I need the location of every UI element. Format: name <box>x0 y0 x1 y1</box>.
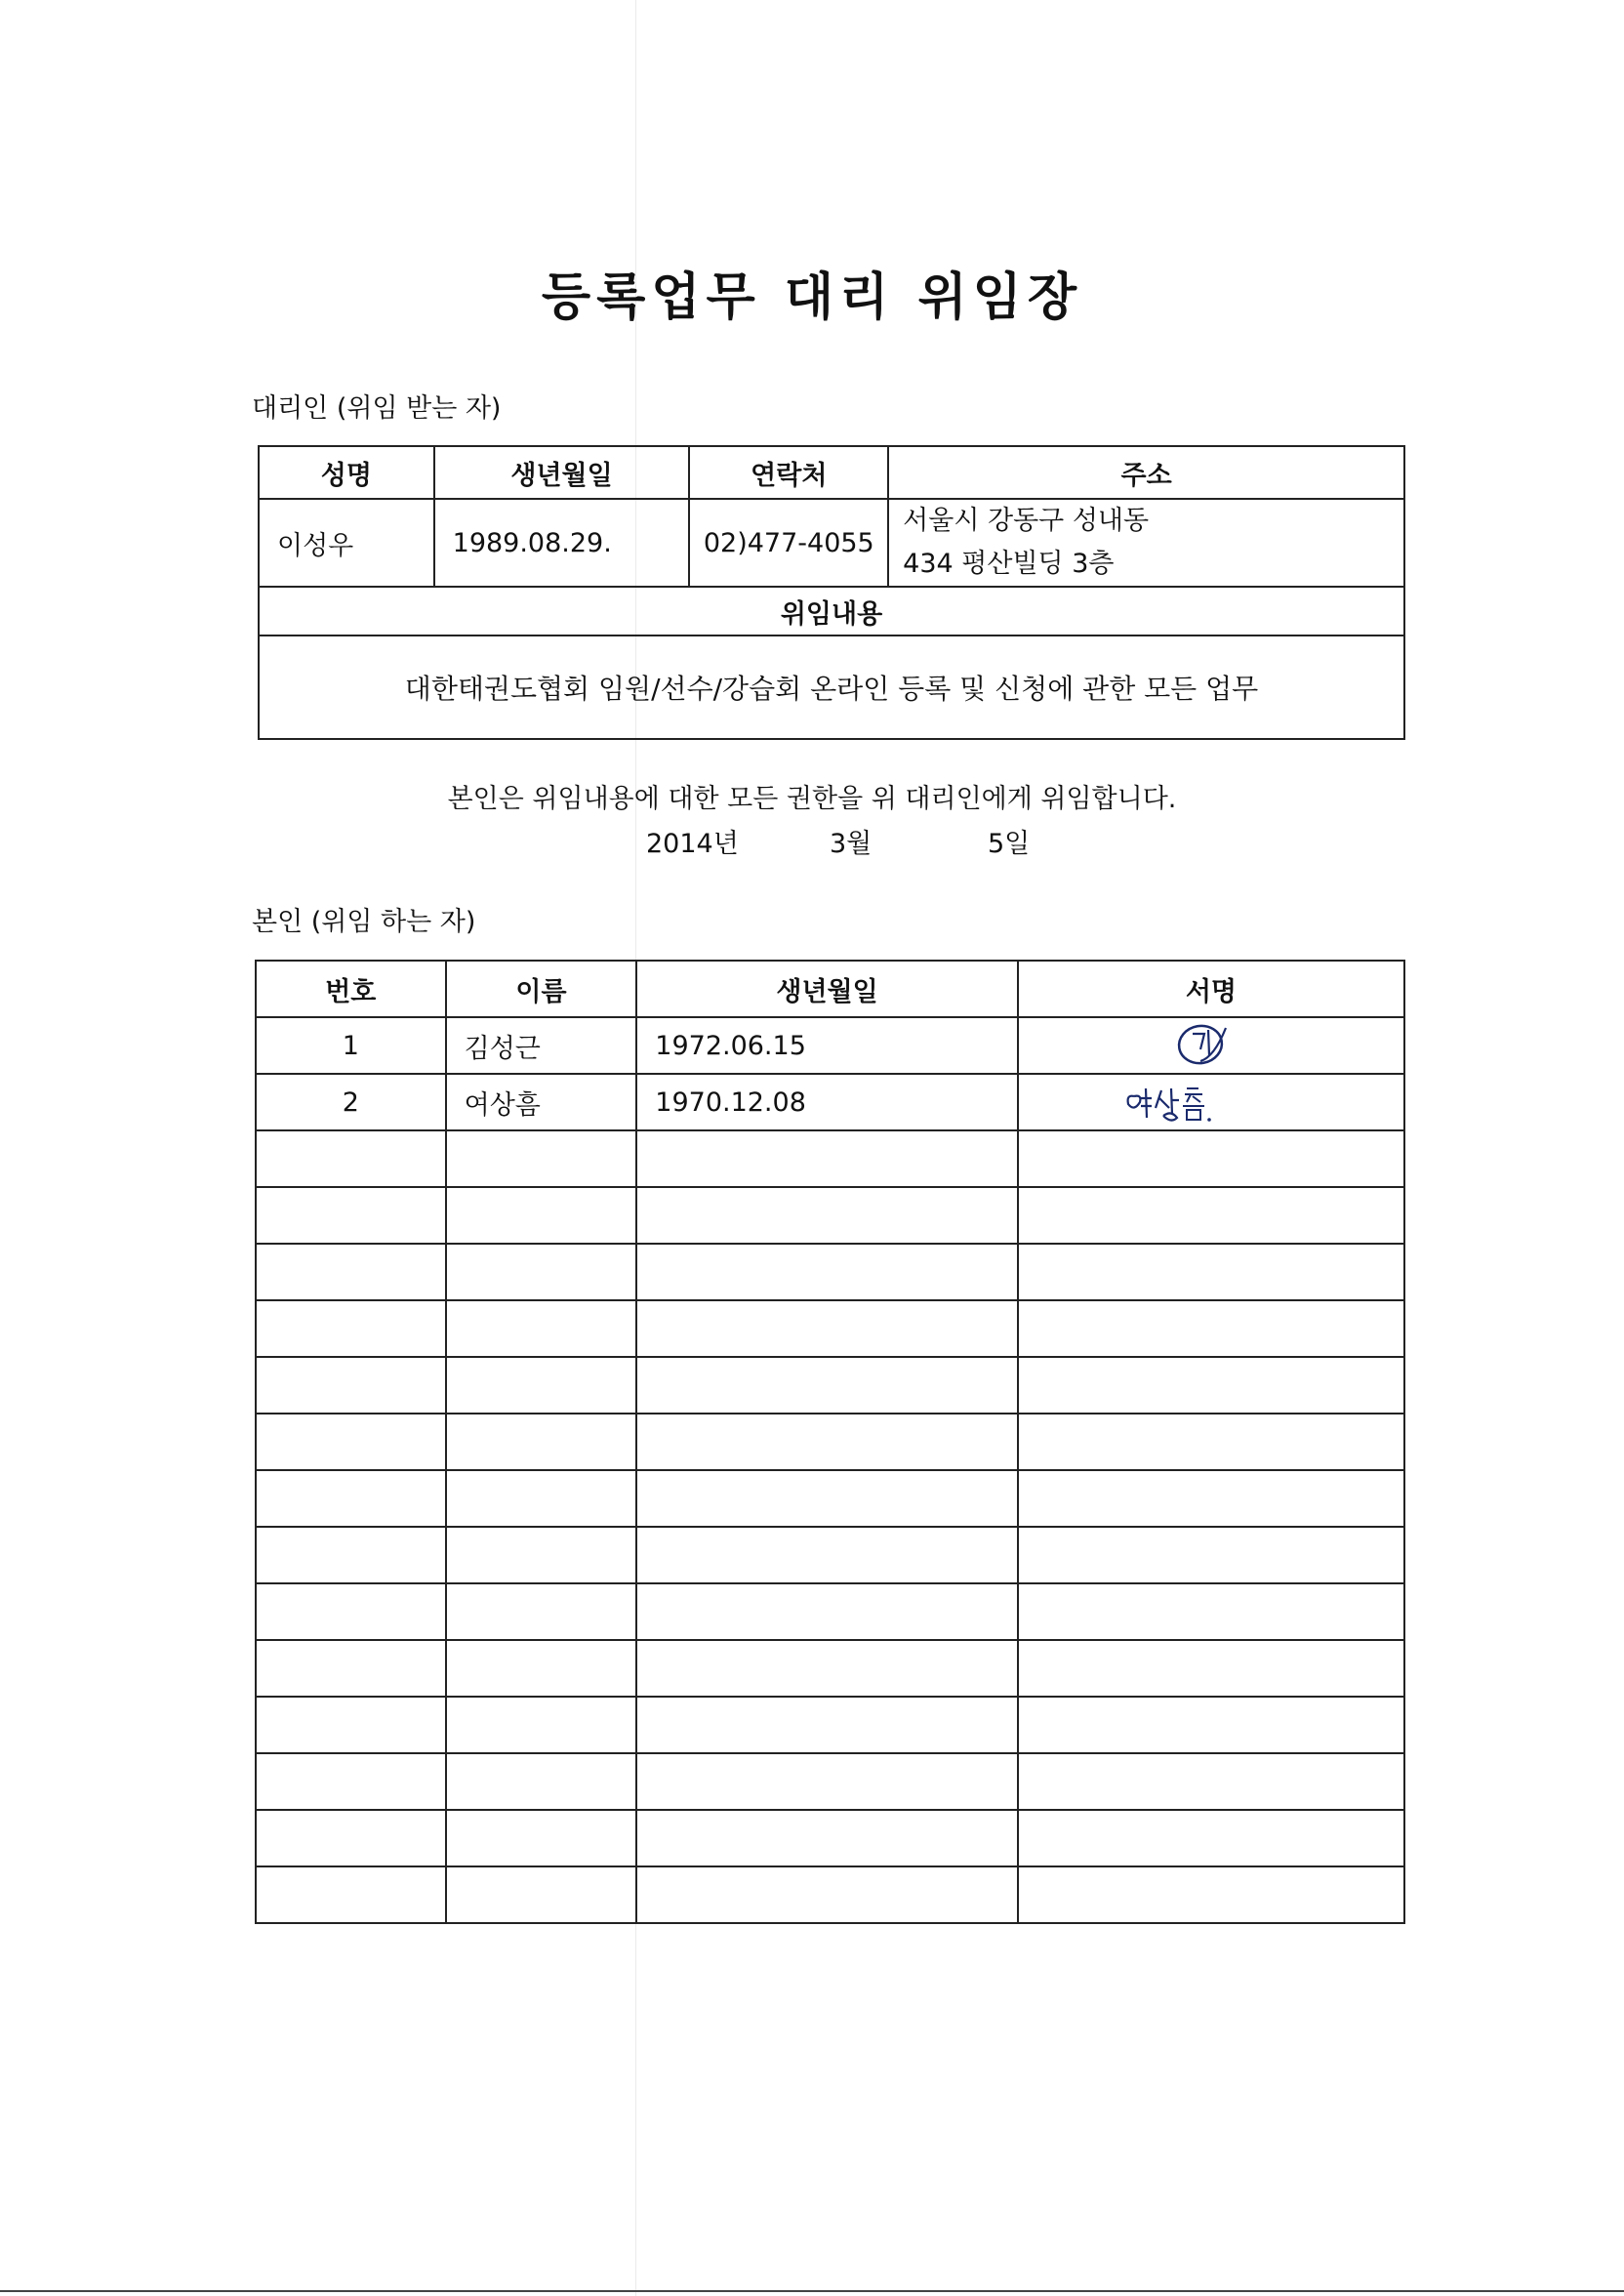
header-signer-birth: 생년월일 <box>636 961 1018 1017</box>
agent-table <box>258 445 1405 740</box>
header-signature: 서명 <box>1018 961 1404 1017</box>
agent-address-line2: 434 평산빌딩 3층 <box>903 549 1115 579</box>
agent-birth: 1989.08.29. <box>434 499 690 587</box>
agent-contact: 02)477-4055 <box>689 499 888 587</box>
date-year: 2014년 <box>646 829 739 859</box>
header-contact: 연락처 <box>689 446 888 499</box>
signature-cell <box>1018 1017 1404 1074</box>
header-signer-name: 이름 <box>446 961 637 1017</box>
header-no: 번호 <box>256 961 446 1017</box>
signer-table <box>255 960 1405 1924</box>
date-day: 5일 <box>988 829 1031 859</box>
table-row <box>256 1074 1404 1130</box>
bottom-edge-line <box>0 2290 1624 2292</box>
signer-name: 여상흠 <box>446 1074 637 1130</box>
signer-birth: 1970.12.08 <box>636 1074 1018 1130</box>
scope-text: 대한태권도협회 임원/선수/강습회 온라인 등록 및 신청에 관한 모든 업무 <box>259 636 1404 739</box>
signature-cell <box>1018 1074 1404 1130</box>
header-address: 주소 <box>888 446 1404 499</box>
agent-address-line1: 서울시 강동구 성내동 <box>903 506 1150 536</box>
signer-name: 김성근 <box>446 1017 637 1074</box>
header-name: 성명 <box>259 446 434 499</box>
scope-header: 위임내용 <box>259 587 1404 636</box>
principal-section-label: 본인 (위임 하는 자) <box>252 907 476 937</box>
delegation-statement: 본인은 위임내용에 대한 모든 권한을 위 대리인에게 위임합니다. <box>447 784 1177 814</box>
signer-no: 2 <box>256 1074 446 1130</box>
signer-birth: 1972.06.15 <box>636 1017 1018 1074</box>
handwritten-signature-yeo <box>1019 1075 1406 1129</box>
handwritten-signature-kim <box>1019 1018 1406 1073</box>
table-row <box>256 1017 1404 1074</box>
header-birth: 생년월일 <box>434 446 690 499</box>
signer-no: 1 <box>256 1017 446 1074</box>
date-month: 3월 <box>830 829 873 859</box>
agent-address <box>888 499 1404 587</box>
document-title: 등록업무 대리 위임장 <box>541 268 1083 327</box>
agent-section-label: 대리인 (위임 받는 자) <box>252 393 502 424</box>
agent-name: 이성우 <box>259 499 434 587</box>
